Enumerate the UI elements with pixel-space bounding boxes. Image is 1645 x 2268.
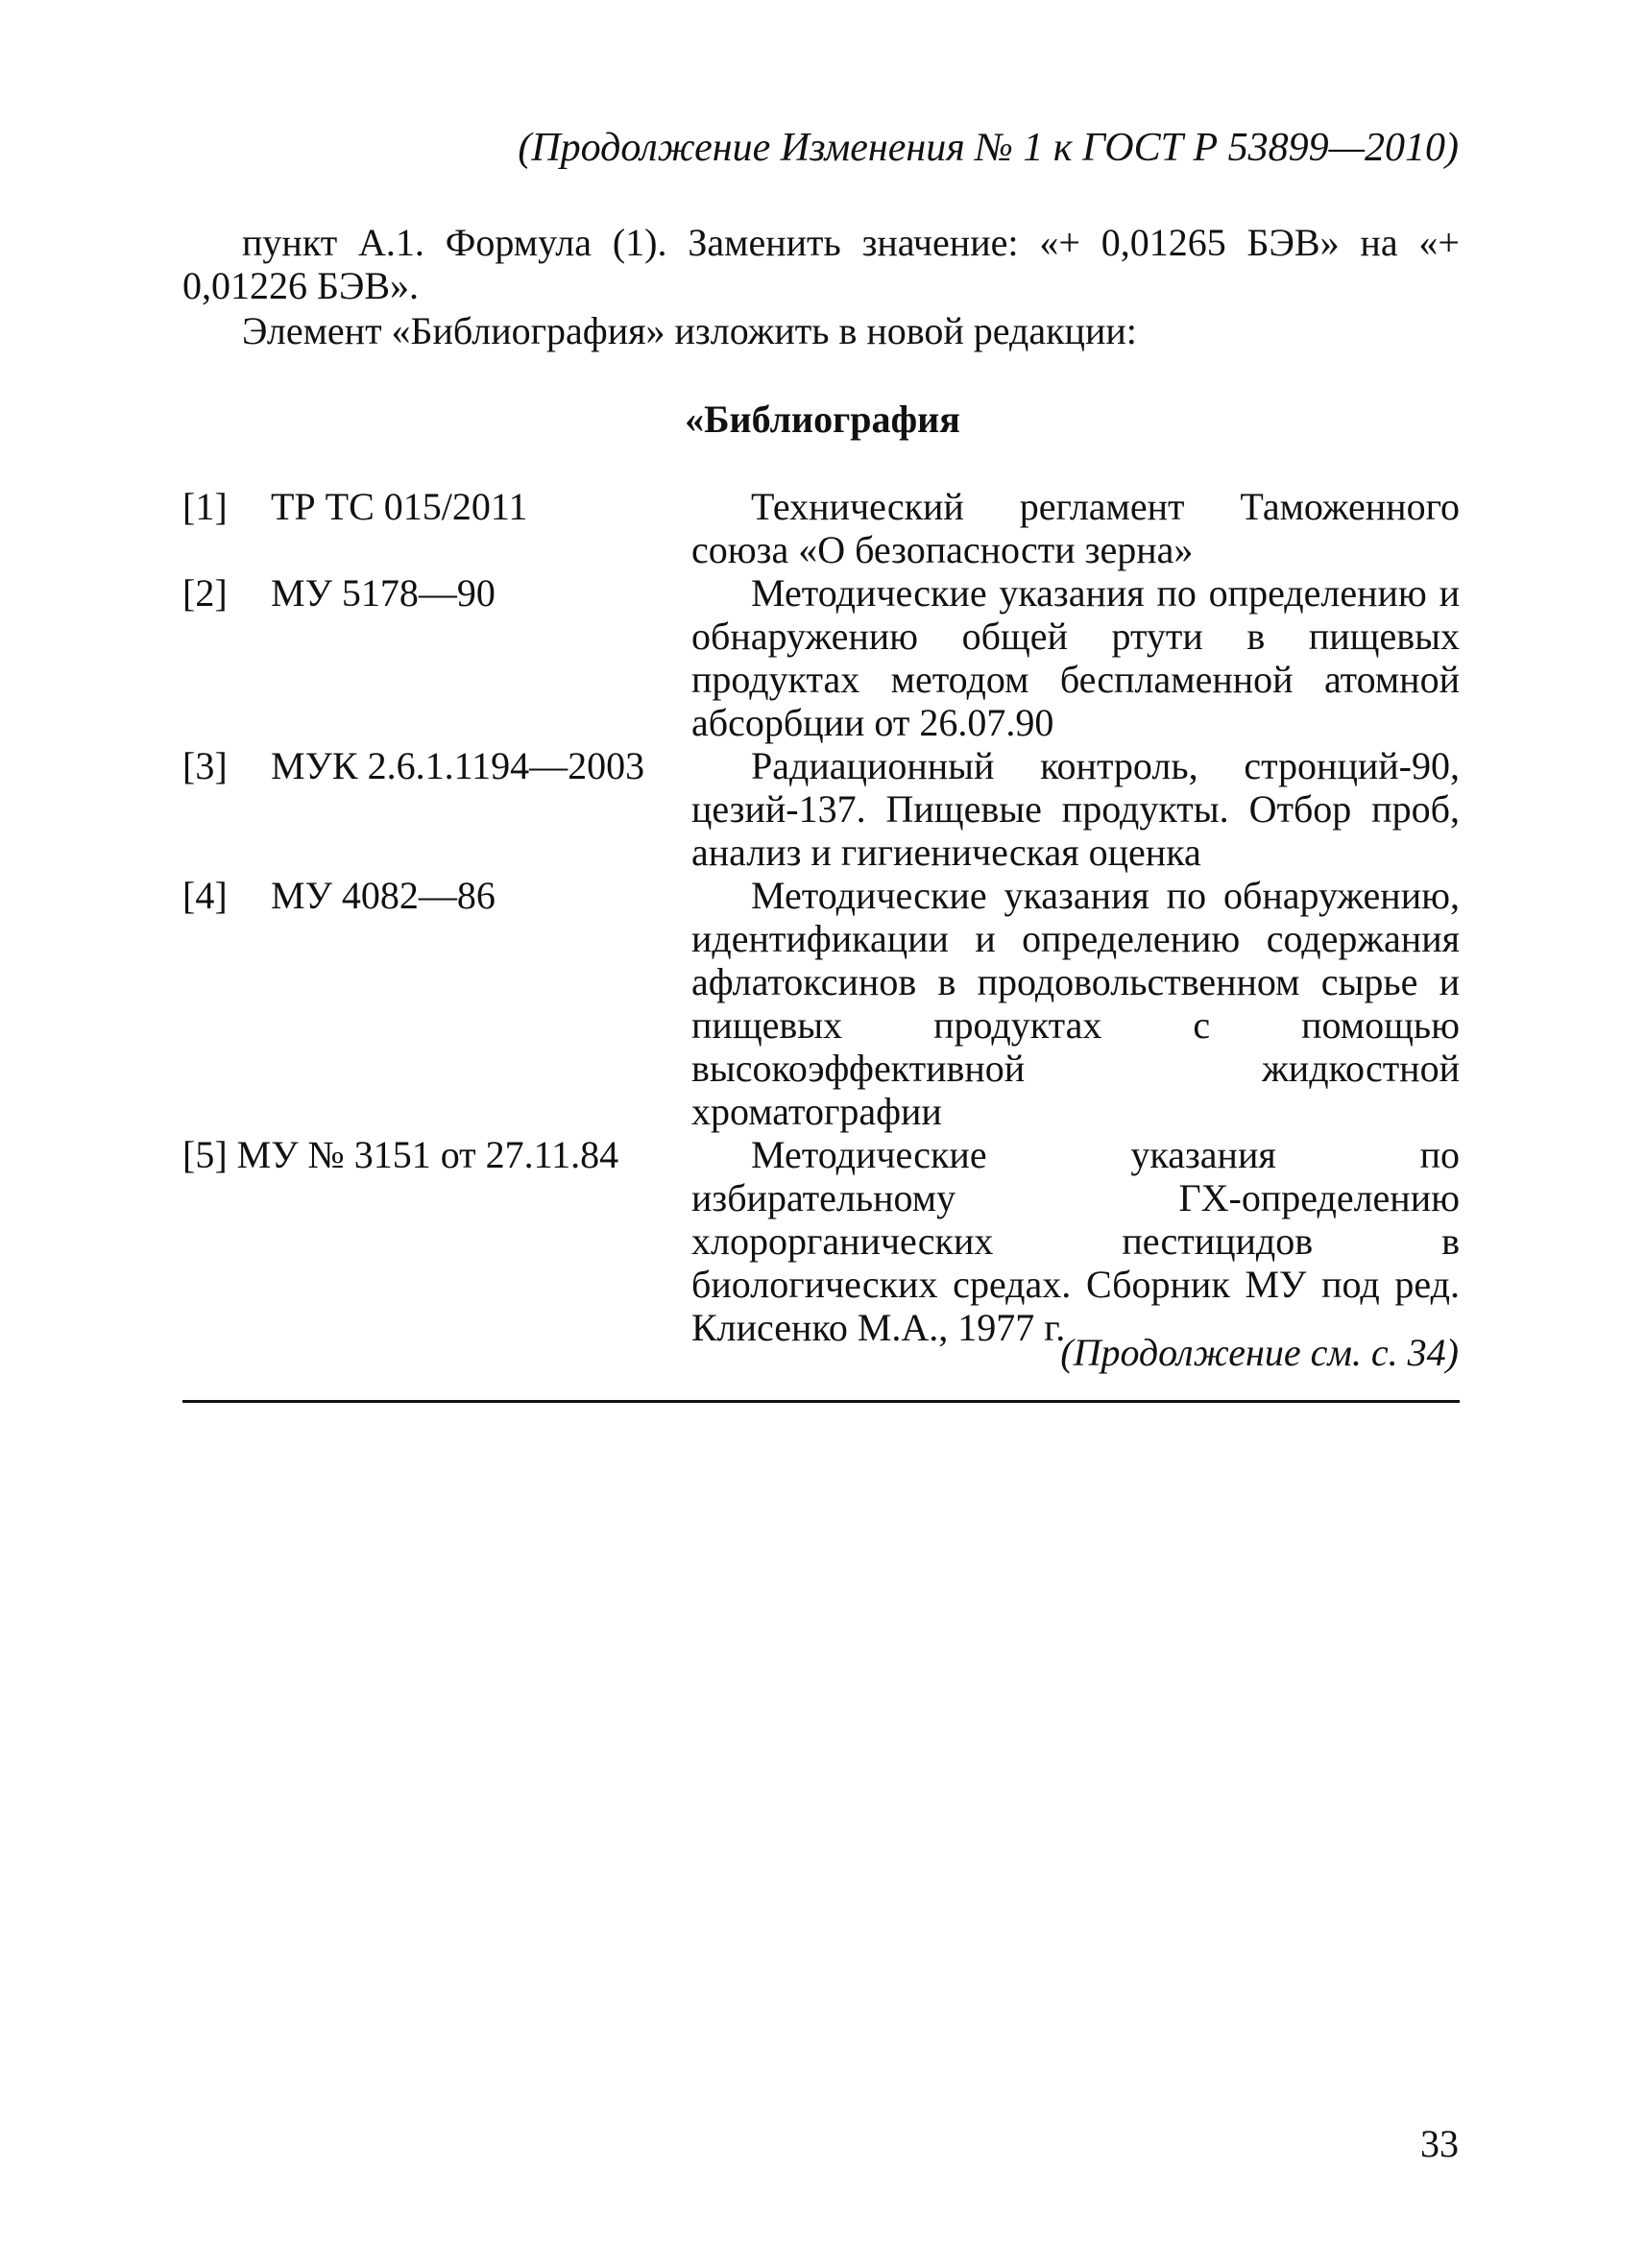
bibliography-title: «Библиография bbox=[685, 398, 960, 441]
paragraph-formula-change: пункт А.1. Формула (1). Заменить значение: «+ 0,01265 БЭВ» на «+ 0,01226 БЭВ». bbox=[182, 221, 1460, 307]
entry-description: Радиационный контроль, стронций-90, цезий-137. Пищевые продукты. Отбор проб, анализ и гигиеническая оценка bbox=[691, 744, 1460, 874]
horizontal-rule bbox=[182, 1400, 1460, 1403]
entry-code: МУ № 3151 от 27.11.84 bbox=[236, 1133, 619, 1176]
entry-code: МУК 2.6.1.1194—2003 bbox=[271, 744, 645, 787]
entry-description: Методические указания по определению и обнаружению общей ртути в пищевых продуктах методом беспламенной атомной абсорбции от 26.07.90 bbox=[691, 571, 1460, 744]
entry-number-and-code bbox=[182, 1133, 618, 1176]
entry-number: [3] bbox=[182, 744, 228, 787]
continuation-header: (Продолжение Изменения № 1 к ГОСТ Р 53899—2010) bbox=[518, 126, 1459, 170]
bibliography-list bbox=[182, 485, 1460, 1349]
entry-code: МУ 4082—86 bbox=[271, 874, 496, 917]
bibliography-entry-1 bbox=[182, 485, 1460, 571]
bibliography-entry-4 bbox=[182, 874, 1460, 1133]
page-number: 33 bbox=[1420, 2122, 1459, 2165]
bibliography-entry-3 bbox=[182, 744, 1460, 874]
bibliography-entry-2 bbox=[182, 571, 1460, 744]
paragraph-bibliography-intro: Элемент «Библиография» изложить в новой редакции: bbox=[242, 309, 1137, 352]
continued-note: (Продолжение см. с. 34) bbox=[1060, 1331, 1459, 1374]
entry-number: [2] bbox=[182, 571, 228, 615]
bibliography-entry-5 bbox=[182, 1133, 1460, 1349]
entry-description: Технический регламент Таможенного союза «О безопасности зерна» bbox=[691, 485, 1460, 571]
entry-number: [1] bbox=[182, 485, 228, 528]
entry-code: ТР ТС 015/2011 bbox=[271, 485, 528, 528]
entry-code: МУ 5178—90 bbox=[271, 571, 496, 615]
entry-description: Методические указания по избирательному ГХ-определению хлорорганических пестицидов в биологических средах. Сборник МУ под ред. Клисенко М.А., 1977 г. bbox=[691, 1133, 1460, 1349]
entry-description: Методические указания по обнаружению, идентификации и определению содержания афлатоксинов в продовольственном сырье и пищевых продуктах с помощью высокоэффективной жидкостной хроматографии bbox=[691, 874, 1460, 1133]
entry-number: [4] bbox=[182, 874, 228, 917]
entry-number: [5] bbox=[182, 1133, 228, 1176]
